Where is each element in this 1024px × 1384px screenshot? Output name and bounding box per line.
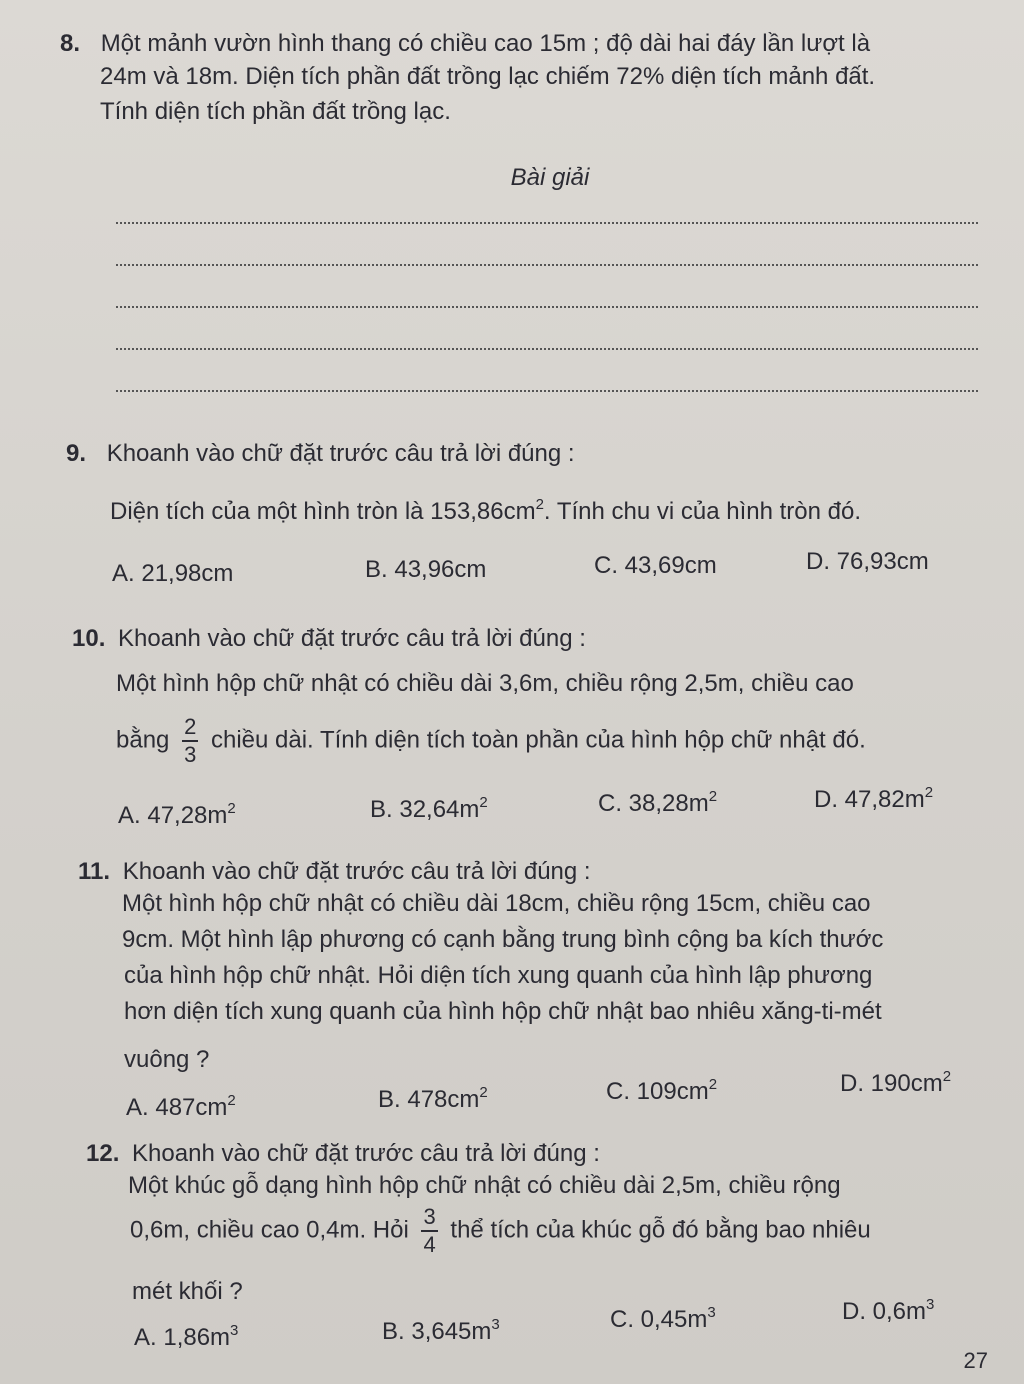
question-9-stem — [110, 498, 861, 526]
option-b[interactable] — [382, 1318, 500, 1346]
page-number: 27 — [963, 1348, 988, 1373]
exponent: 3 — [707, 1304, 716, 1321]
option-label: D. 47,82m — [814, 786, 925, 813]
question-11-line-2: 9cm. Một hình lập phương có cạnh bằng trung bình cộng ba kích thước — [122, 926, 884, 953]
exponent: 2 — [924, 784, 934, 801]
exponent: 3 — [230, 1322, 239, 1339]
instruction-text: Khoanh vào chữ đặt trước câu trả lời đúng : — [132, 1140, 600, 1167]
answer-line[interactable] — [116, 264, 978, 266]
option-b[interactable] — [378, 1086, 488, 1114]
option-d[interactable] — [842, 1298, 934, 1326]
question-number: 12. — [86, 1140, 120, 1167]
option-a[interactable] — [118, 802, 236, 830]
option-b[interactable] — [370, 796, 488, 824]
option-label: C. 38,28m — [598, 790, 709, 817]
option-d[interactable]: D. 76,93cm — [806, 548, 929, 575]
option-c[interactable] — [598, 790, 717, 818]
question-11-instruction — [78, 858, 591, 886]
stem-text: Diện tích của một hình tròn là 153,86cm — [110, 498, 536, 525]
option-d[interactable] — [840, 1070, 951, 1098]
question-11-line-3: của hình hộp chữ nhật. Hỏi diện tích xung quanh của hình lập phương — [124, 962, 873, 989]
question-number: 8. — [60, 30, 81, 57]
option-a[interactable]: A. 21,98cm — [112, 560, 234, 587]
question-8-line-1 — [60, 30, 870, 58]
question-number: 9. — [66, 440, 87, 467]
fraction-denominator: 3 — [184, 742, 197, 767]
fraction-numerator: 2 — [182, 716, 198, 742]
exponent: 2 — [479, 1084, 488, 1101]
stem-text: 0,6m, chiều cao 0,4m. Hỏi — [130, 1216, 409, 1244]
option-c[interactable] — [606, 1078, 717, 1106]
exponent: 2 — [227, 1092, 236, 1109]
fraction — [421, 1206, 437, 1256]
option-label: B. 478cm — [378, 1086, 480, 1113]
stem-text: chiều dài. Tính diện tích toàn phần của hình hộp chữ nhật đó. — [210, 726, 866, 754]
question-9-instruction — [66, 440, 575, 468]
answer-line[interactable] — [116, 348, 978, 350]
option-label: C. 109cm — [606, 1078, 709, 1105]
question-12-line-3: mét khối ? — [132, 1278, 243, 1305]
exponent: 2 — [942, 1068, 952, 1085]
option-a[interactable] — [134, 1324, 238, 1352]
exponent: 3 — [926, 1296, 935, 1313]
exponent: 2 — [227, 800, 236, 817]
exponent: 2 — [479, 794, 488, 811]
question-12-instruction — [86, 1140, 600, 1168]
option-label: C. 0,45m — [610, 1306, 708, 1333]
stem-text: thể tích của khúc gỗ đó bằng bao nhiêu — [450, 1216, 871, 1244]
question-10-line-1: Một hình hộp chữ nhật có chiều dài 3,6m, chiều rộng 2,5m, chiều cao — [116, 670, 854, 697]
option-d[interactable] — [814, 786, 933, 814]
exponent: 2 — [535, 496, 544, 513]
question-8-line-3: Tính diện tích phần đất trồng lạc. — [100, 98, 451, 125]
option-label: A. 1,86m — [134, 1324, 231, 1351]
question-11-line-1: Một hình hộp chữ nhật có chiều dài 18cm, chiều rộng 15cm, chiều cao — [122, 890, 871, 917]
option-a[interactable] — [126, 1094, 236, 1122]
question-12-line-2 — [130, 1206, 871, 1256]
exponent: 2 — [708, 1076, 718, 1093]
instruction-text: Khoanh vào chữ đặt trước câu trả lời đúng : — [122, 858, 591, 885]
question-number: 10. — [72, 625, 106, 652]
instruction-text: Khoanh vào chữ đặt trước câu trả lời đúng : — [118, 625, 586, 652]
question-8-line-2: 24m và 18m. Diện tích phần đất trồng lạc chiếm 72% diện tích mảnh đất. — [100, 63, 876, 90]
question-11-line-5: vuông ? — [124, 1046, 210, 1073]
fraction-denominator: 4 — [423, 1232, 436, 1257]
option-label: A. 487cm — [126, 1094, 228, 1121]
solution-heading: Bài giải — [510, 164, 590, 191]
option-label: D. 190cm — [840, 1070, 943, 1097]
question-number: 11. — [78, 858, 111, 885]
answer-line[interactable] — [116, 390, 978, 392]
exponent: 3 — [491, 1316, 500, 1333]
exponent: 2 — [708, 788, 718, 805]
option-c[interactable]: C. 43,69cm — [594, 552, 717, 579]
option-label: D. 0,6m — [842, 1298, 927, 1325]
question-10-instruction — [72, 625, 586, 653]
option-label: B. 32,64m — [370, 796, 480, 823]
answer-line[interactable] — [116, 306, 978, 308]
question-10-line-2 — [116, 716, 866, 766]
instruction-text: Khoanh vào chữ đặt trước câu trả lời đúng : — [106, 440, 575, 467]
stem-text: bằng — [116, 726, 170, 754]
fraction-numerator: 3 — [421, 1206, 437, 1232]
question-12-line-1: Một khúc gỗ dạng hình hộp chữ nhật có chiều dài 2,5m, chiều rộng — [128, 1172, 841, 1199]
option-c[interactable] — [610, 1306, 716, 1334]
question-text: Một mảnh vườn hình thang có chiều cao 15m ; độ dài hai đáy lần lượt là — [100, 30, 871, 57]
stem-text: . Tính chu vi của hình tròn đó. — [543, 498, 862, 525]
answer-line[interactable] — [116, 222, 978, 224]
fraction — [182, 716, 198, 766]
option-b[interactable]: B. 43,96cm — [365, 556, 487, 583]
option-label: B. 3,645m — [382, 1318, 492, 1345]
question-11-line-4: hơn diện tích xung quanh của hình hộp chữ nhật bao nhiêu xăng-ti-mét — [124, 998, 882, 1025]
option-label: A. 47,28m — [118, 802, 228, 829]
